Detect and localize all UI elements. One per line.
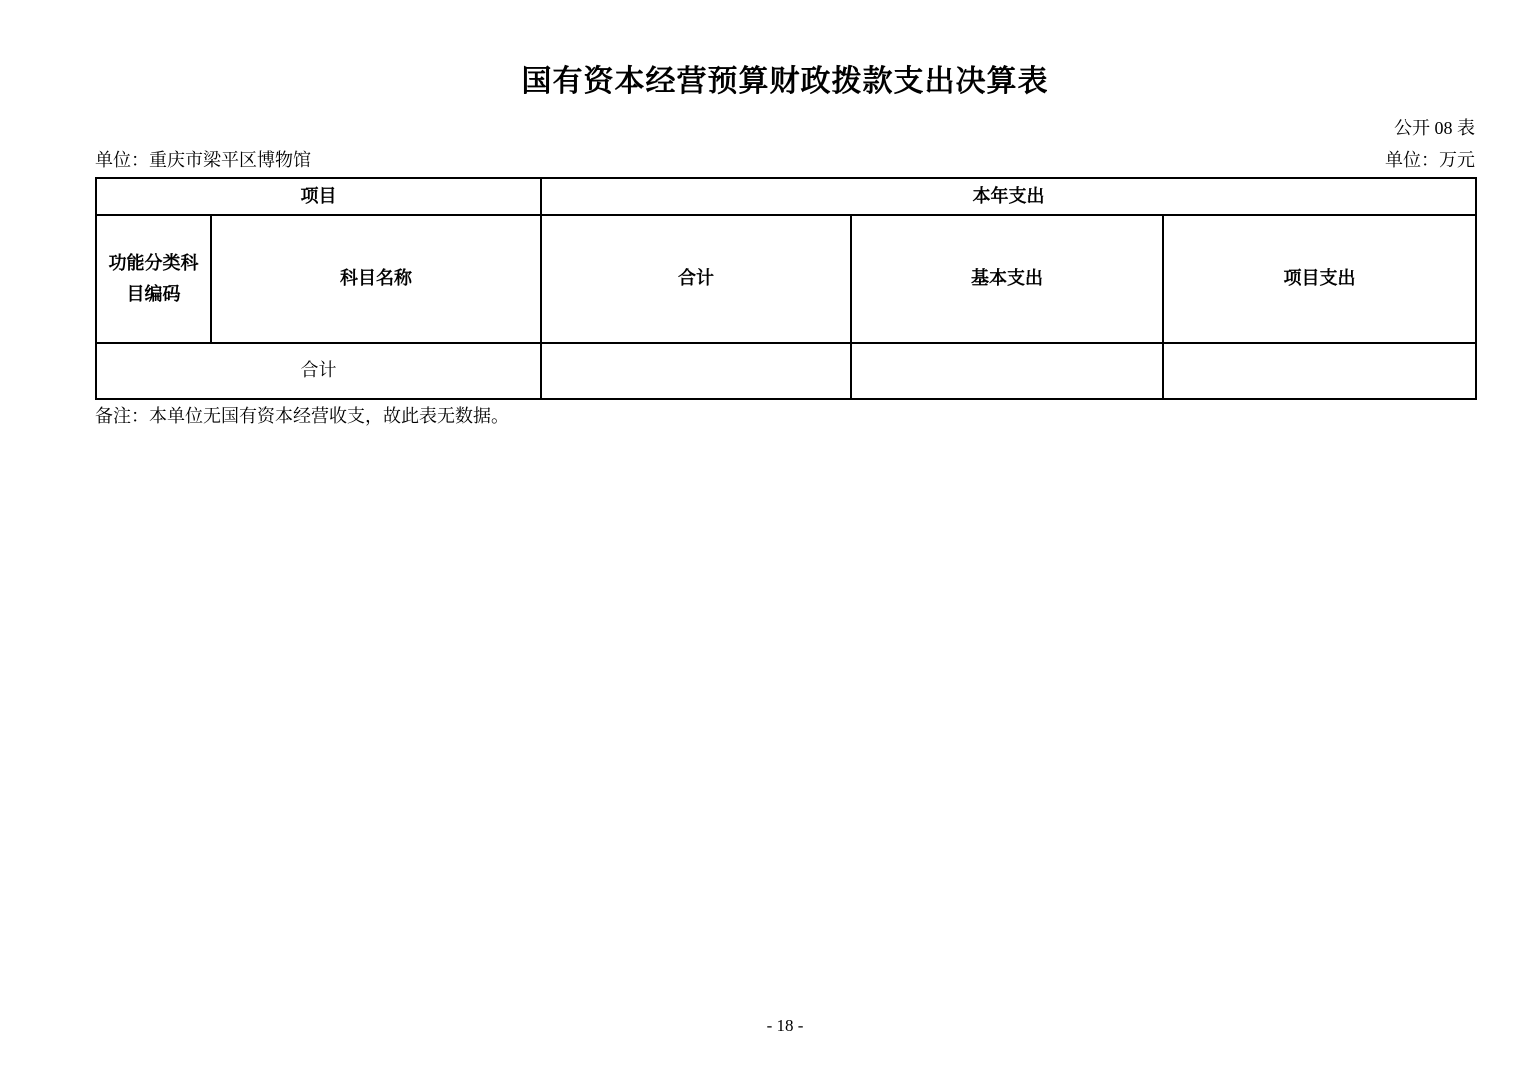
header-project-expenditure: 项目支出 [1163,215,1476,343]
row-total-basic-value-cell [851,343,1163,399]
unit-name-label: 单位：重庆市梁平区博物馆 [95,150,311,170]
header-function-classification-code: 功能分类科目编码 [96,215,211,343]
header-project-group: 项目 [96,178,541,215]
table-number-label: 公开 08 表 [1394,118,1475,138]
header-current-year-expenditure-group: 本年支出 [541,178,1476,215]
header-total: 合计 [541,215,851,343]
table-group-header-row [96,178,1476,215]
page-title: 国有资本经营预算财政拨款支出决算表 [521,65,1049,98]
row-total-total-value-cell [541,343,851,399]
page-number: - 18 - [766,1016,804,1035]
table-row-total [96,343,1476,399]
table-note: 备注：本单位无国有资本经营收支，故此表无数据。 [95,406,509,426]
row-total-label-cell: 合计 [96,343,541,399]
budget-table [95,177,1477,400]
header-subject-name: 科目名称 [211,215,541,343]
header-basic-expenditure: 基本支出 [851,215,1163,343]
unit-measure-label: 单位：万元 [1385,150,1475,170]
meta-row [95,146,1475,172]
table-column-header-row [96,215,1476,343]
row-total-project-value-cell [1163,343,1476,399]
